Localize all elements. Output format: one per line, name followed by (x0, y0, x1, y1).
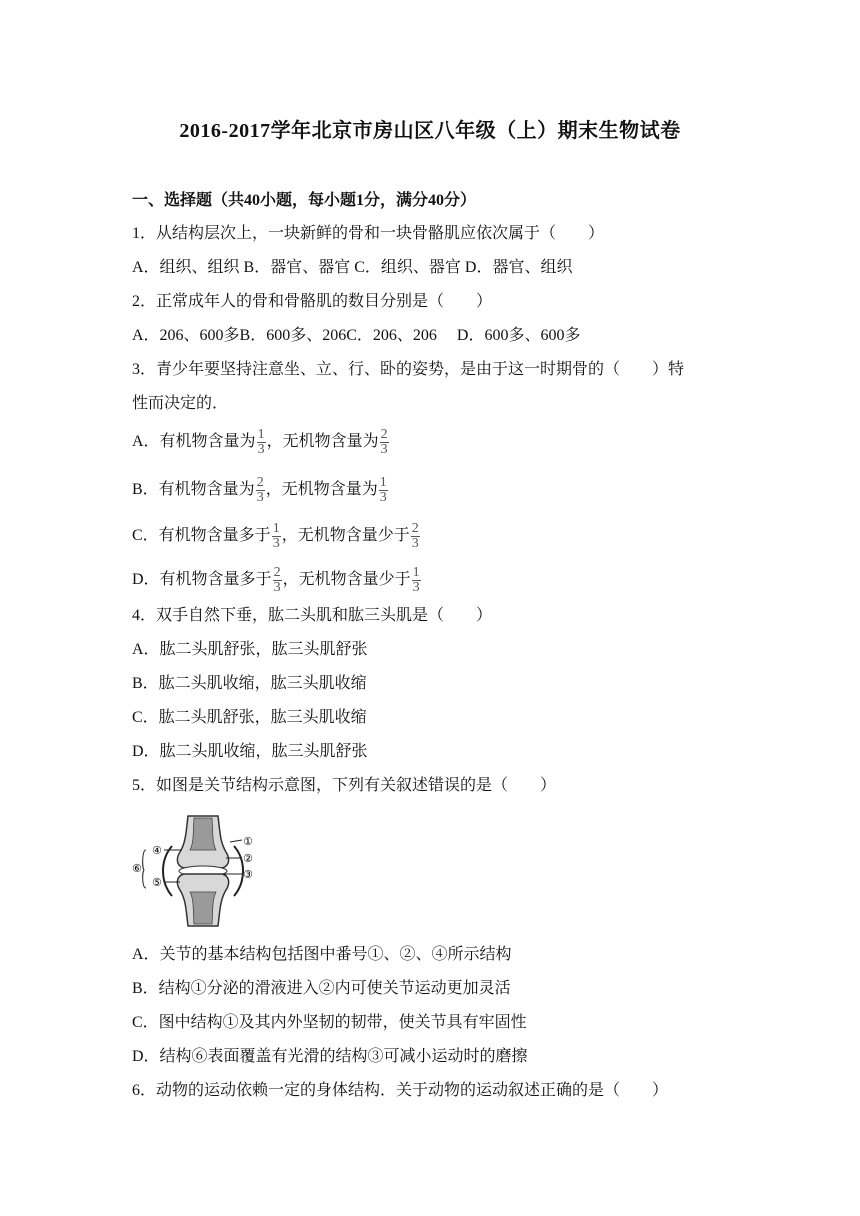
question-4-option-a: A．肱二头肌舒张，肱三头肌舒张 (132, 641, 368, 658)
bracket (143, 850, 146, 888)
page-title: 2016-2017学年北京市房山区八年级（上）期末生物试卷 (179, 120, 681, 142)
fraction (411, 522, 420, 551)
question-3-stem-line2: 性而决定的． (132, 395, 229, 412)
fraction (257, 428, 266, 457)
question-1-options: A．组织、组织 B．器官、器官 C．组织、器官 D．器官、组织 (132, 259, 573, 276)
question-4-stem: 4．双手自然下垂，肱二头肌和肱三头肌是（ ） (132, 607, 493, 624)
label-4: ④ (152, 844, 162, 857)
label-2: ② (243, 852, 253, 865)
numerator: 2 (256, 475, 264, 490)
denominator: 3 (380, 442, 388, 457)
numerator: 2 (380, 427, 388, 442)
numerator: 1 (257, 427, 265, 442)
denominator: 3 (273, 580, 281, 595)
joint-structure-diagram (130, 812, 270, 930)
question-5-stem: 5．如图是关节结构示意图，下列有关叙述错误的是（ ） (132, 777, 557, 794)
denominator: 3 (257, 442, 265, 457)
question-4-option-d: D．肱二头肌收缩，肱三头肌舒张 (132, 743, 368, 760)
option-text: B．有机物含量为 (132, 481, 255, 499)
denominator: 3 (256, 490, 264, 505)
bone-marrow-upper (190, 818, 216, 850)
numerator: 2 (411, 521, 419, 536)
option-text: ，无机物含量少于 (281, 527, 410, 545)
question-1-stem: 1．从结构层次上，一块新鲜的骨和一块骨骼肌应依次属于（ ） (132, 225, 605, 242)
question-6-stem: 6．动物的运动依赖一定的身体结构．关于动物的运动叙述正确的是（ ） (132, 1082, 669, 1099)
question-3-option-b (132, 476, 389, 505)
section-heading: 一、选择题（共40小题，每小题1分，满分40分） (132, 192, 477, 209)
option-text: ，无机物含量为 (266, 433, 379, 451)
fraction (380, 428, 389, 457)
denominator: 3 (379, 490, 387, 505)
denominator: 3 (272, 536, 280, 551)
question-4-option-b: B．肱二头肌收缩，肱三头肌收缩 (132, 675, 367, 692)
fraction (273, 566, 282, 595)
label-5: ⑤ (152, 876, 162, 889)
question-4-option-c: C．肱二头肌舒张，肱三头肌收缩 (132, 709, 367, 726)
option-text: ，无机物含量少于 (282, 571, 411, 589)
label-6: ⑥ (132, 862, 142, 875)
fraction (412, 566, 421, 595)
question-3-option-a (132, 428, 390, 457)
joint-diagram-svg (130, 812, 270, 930)
bone-marrow-lower (190, 892, 216, 924)
question-5-option-a: A．关节的基本结构包括图中番号①、②、④所示结构 (132, 946, 512, 963)
option-text: D．有机物含量多于 (132, 571, 272, 589)
numerator: 1 (272, 521, 280, 536)
leader-line (230, 840, 242, 842)
question-5-option-d: D．结构⑥表面覆盖有光滑的结构③可减小运动时的磨擦 (132, 1048, 528, 1065)
option-text: ，无机物含量为 (265, 481, 378, 499)
question-5-option-c: C．图中结构①及其内外坚韧的韧带，使关节具有牢固性 (132, 1014, 527, 1031)
option-text: C．有机物含量多于 (132, 527, 271, 545)
option-text: A．有机物含量为 (132, 433, 256, 451)
question-3-stem-line1: 3．青少年要坚持注意坐、立、行、卧的姿势，是由于这一时期骨的（ ）特 (132, 361, 685, 378)
fraction (379, 476, 388, 505)
label-1: ① (243, 835, 253, 848)
numerator: 2 (273, 565, 281, 580)
fraction (256, 476, 265, 505)
question-2-options: A．206、600多B．600多、206C．206、206 D．600多、600多 (132, 327, 581, 344)
question-2-stem: 2．正常成年人的骨和骨骼肌的数目分别是（ ） (132, 293, 493, 310)
numerator: 1 (412, 565, 420, 580)
fraction (272, 522, 281, 551)
question-3-option-d (132, 566, 422, 595)
question-5-option-b: B．结构①分泌的滑液进入②内可使关节运动更加灵活 (132, 980, 511, 997)
label-3: ③ (243, 868, 253, 881)
denominator: 3 (412, 580, 420, 595)
question-3-option-c (132, 522, 421, 551)
numerator: 1 (379, 475, 387, 490)
denominator: 3 (411, 536, 419, 551)
